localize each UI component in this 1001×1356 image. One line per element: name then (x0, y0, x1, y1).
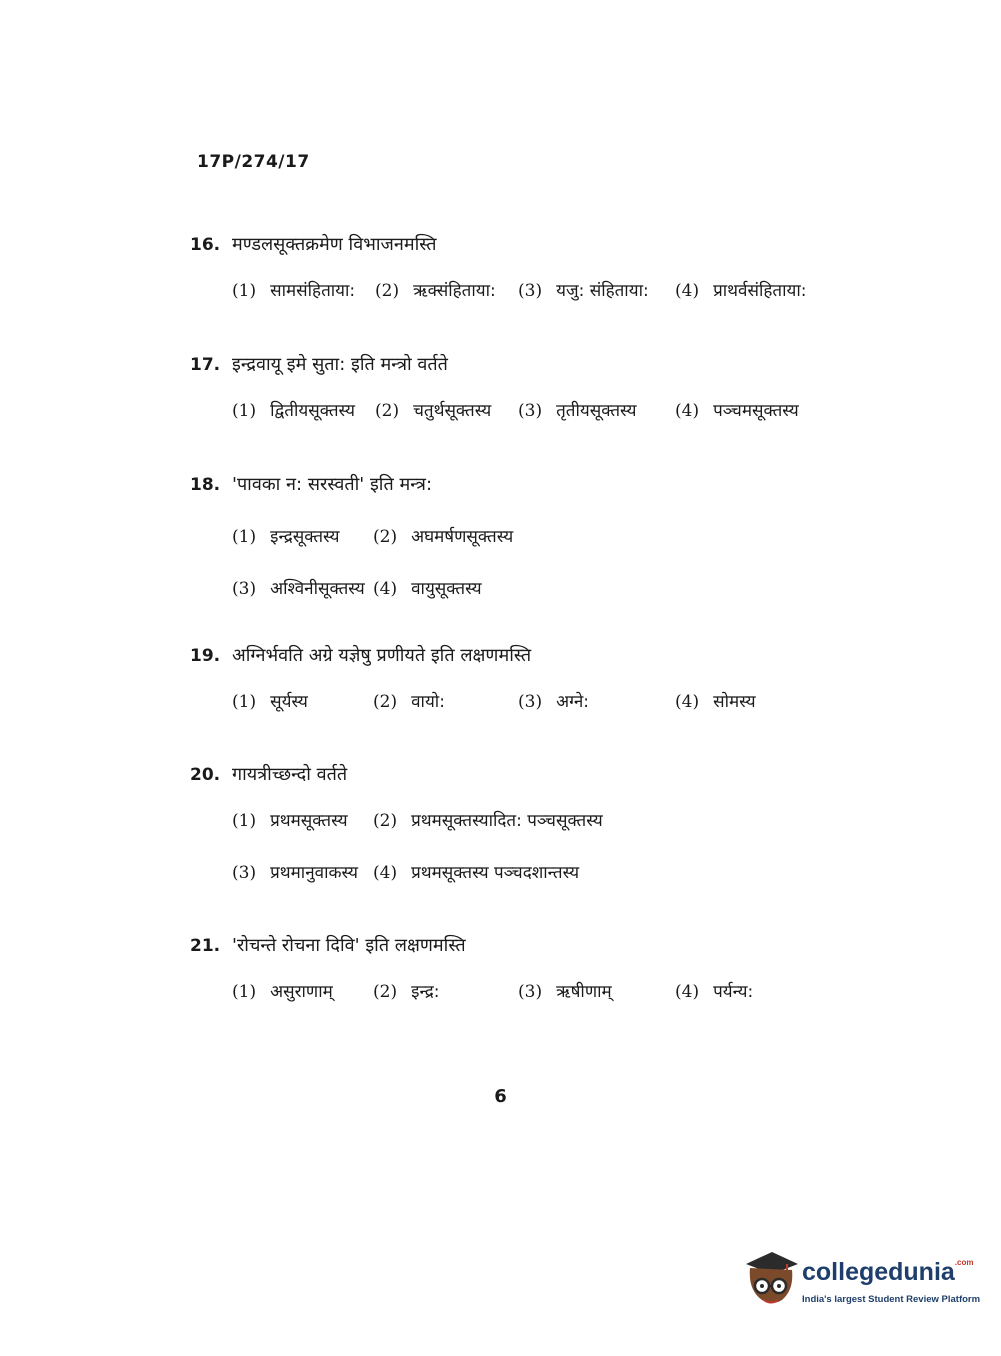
collegedunia-watermark (742, 1250, 981, 1320)
watermark-name: collegedunia (802, 1258, 955, 1286)
option-4: (4) प्राथर्वसंहिताया: (675, 281, 807, 301)
option-1: (1) द्वितीयसूक्तस्य (232, 401, 355, 421)
question-21 (190, 933, 890, 1009)
question-text: अग्निर्भवति अग्रे यज्ञेषु प्रणीयते इति लक्षणमस्ति (232, 645, 532, 666)
question-number: 18. (190, 475, 221, 495)
option-3: (3) प्रथमानुवाकस्य (232, 863, 359, 883)
question-number: 19. (190, 646, 221, 666)
option-3: (3) ऋषीणाम् (518, 982, 612, 1002)
question-20 (190, 762, 890, 890)
option-4: (4) पञ्चमसूक्तस्य (675, 401, 799, 421)
option-2: (2) ऋक्संहिताया: (375, 281, 496, 301)
option-4: (4) प्रथमसूक्तस्य पञ्चदशान्तस्य (373, 863, 580, 883)
option-4: (4) वायुसूक्तस्य (373, 579, 482, 599)
option-4: (4) सोमस्य (675, 692, 756, 712)
question-number: 16. (190, 235, 221, 255)
question-text: 'रोचन्ते रोचना दिवि' इति लक्षणमस्ति (232, 935, 466, 956)
option-2: (2) चतुर्थसूक्तस्य (375, 401, 492, 421)
question-18 (190, 472, 890, 606)
question-17 (190, 352, 890, 428)
mascot-icon (742, 1250, 800, 1312)
option-1: (1) इन्द्रसूक्तस्य (232, 527, 340, 547)
page-number: 6 (494, 1086, 507, 1107)
question-text: मण्डलसूक्तक्रमेण विभाजनमस्ति (232, 234, 437, 255)
question-number: 17. (190, 355, 221, 375)
option-1: (1) असुराणाम् (232, 982, 333, 1002)
option-2: (2) इन्द्र: (373, 982, 440, 1002)
question-number: 20. (190, 765, 221, 785)
question-text: गायत्रीच्छन्दो वर्तते (232, 764, 348, 785)
option-3: (3) अग्ने: (518, 692, 590, 712)
option-1: (1) सूर्यस्य (232, 692, 308, 712)
option-2: (2) वायो: (373, 692, 445, 712)
option-2: (2) प्रथमसूक्तस्यादित: पञ्चसूक्तस्य (373, 811, 603, 831)
question-text: 'पावका न: सरस्वती' इति मन्त्र: (232, 474, 433, 495)
option-3: (3) अश्विनीसूक्तस्य (232, 579, 365, 599)
question-16 (190, 232, 890, 308)
question-number: 21. (190, 936, 221, 956)
option-3: (3) तृतीयसूक्तस्य (518, 401, 637, 421)
paper-code: 17P/274/17 (197, 152, 310, 172)
watermark-suffix: .com (954, 1258, 974, 1267)
option-1: (1) सामसंहिताया: (232, 281, 356, 301)
question-text: इन्द्रवायू इमे सुता: इति मन्त्रो वर्तते (232, 354, 448, 375)
option-1: (1) प्रथमसूक्तस्य (232, 811, 348, 831)
option-2: (2) अघमर्षणसूक्तस्य (373, 527, 514, 547)
option-4: (4) पर्यन्य: (675, 982, 754, 1002)
watermark-tagline: India's largest Student Review Platform (802, 1294, 981, 1305)
option-3: (3) यजु: संहिताया: (518, 281, 649, 301)
question-19 (190, 643, 890, 719)
